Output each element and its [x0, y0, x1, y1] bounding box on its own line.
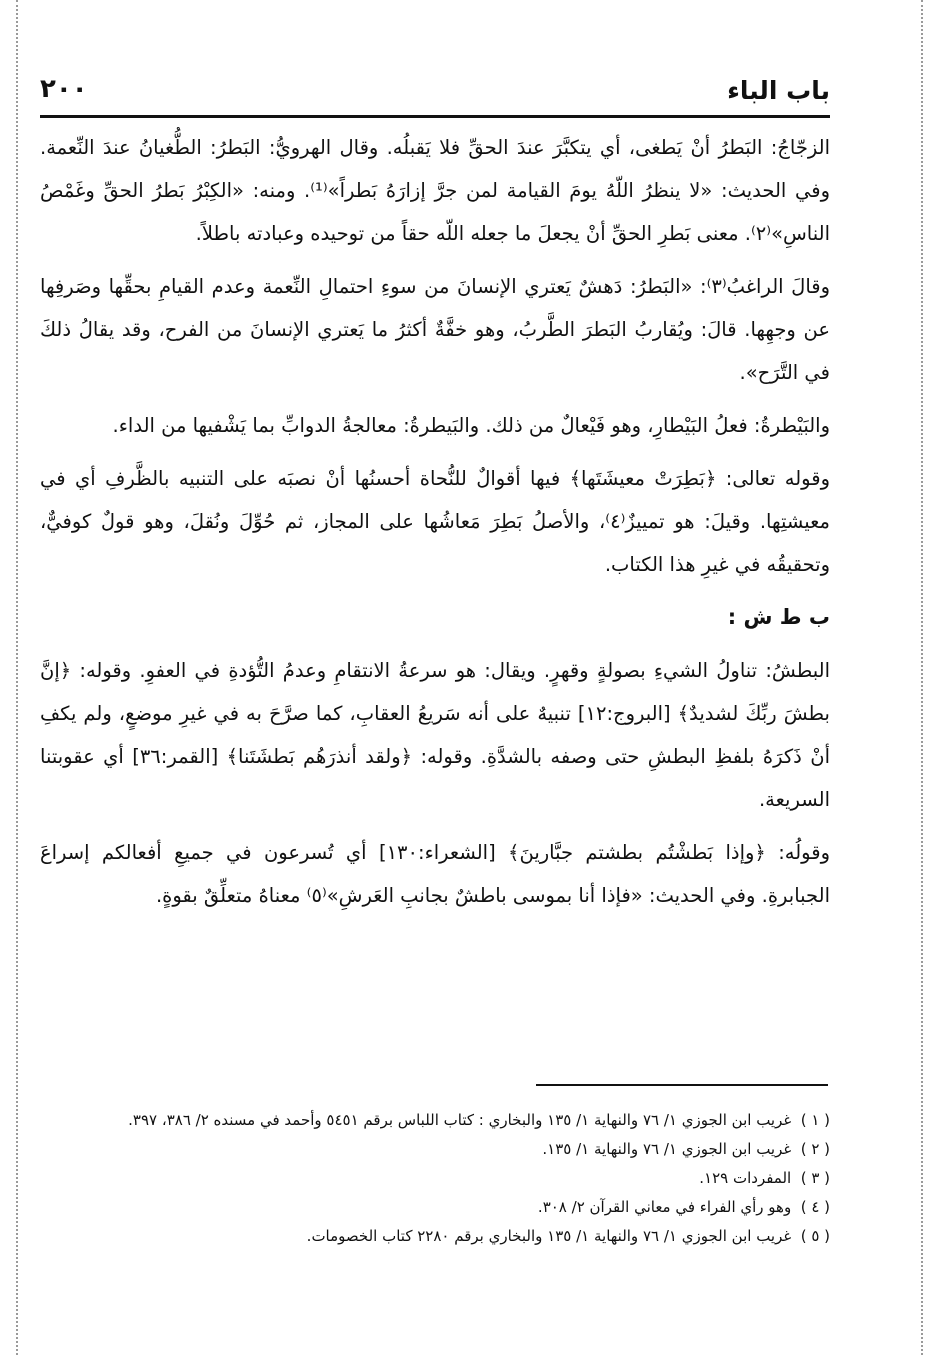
footnote-2: [40, 1135, 830, 1163]
footnote-text: المفردات ١٢٩.: [699, 1169, 792, 1187]
footnote-4: [40, 1193, 830, 1221]
footnotes: [40, 1106, 830, 1251]
paragraph-5: البطشُ: تناولُ الشيءِ بصولةٍ وقهرٍ. ويقال: هو سرعةُ الانتقامِ وعدمُ التُّؤدةِ في العفوِ. وقوله: ﴿إنَّ بطشَ ربِّكَ لشديدٌ﴾ [البروج:١٢] تنبيهٌ على أنه سَريعُ العقابِ، كما صرَّحَ به في غيرِ موضعٍ، ولم يكفِ أنْ ذَكرَهُ بلفظِ البطشِ حتى وصفه بالشدَّةِ. وقوله: ﴿ولقد أنذرَهُم بَطشَتَنا﴾ [القمر:٣٦] أي عقوبتنا السريعة.: [40, 659, 830, 811]
main-text: [40, 126, 830, 927]
footnote-divider: [536, 1084, 828, 1086]
page-header: [40, 70, 830, 114]
footnote-5: [40, 1222, 830, 1250]
paragraph-3: والبَيْطرةُ: فعلُ البَيْطارِ، وهو فَيْعالٌ من ذلك. والبَيطرةُ: معالجةُ الدوابِّ بما يَشْفيها من الداء.: [112, 414, 830, 437]
footnote-text: غريب ابن الجوزي ١/ ٧٦ والنهاية ١/ ١٣٥ والبخاري : كتاب اللباس برقم ٥٤٥١ وأحمد في مسنده ٢/ ٣٨٦، ٣٩٧.: [128, 1111, 792, 1129]
footnote-number: ( ١ ): [800, 1111, 830, 1129]
paragraph-6: وقولُه: ﴿وإذا بَطشْتُم بطشتم جبَّارينَ﴾ [الشعراء:١٣٠] أي تُسرعون في جميعِ أفعالكم إسراعَ الجبابرةِ. وفي الحديث: «فإذا أنا بموسى باطشٌ بجانبِ العَرشِ»⁽٥⁾ معناهُ متعلِّقٌ بقوةٍ.: [40, 841, 830, 907]
left-margin-dotted-line: [16, 0, 18, 1355]
footnote-number: ( ٥ ): [800, 1227, 830, 1245]
footnote-number: ( ٢ ): [800, 1140, 830, 1158]
footnote-text: غريب ابن الجوزي ١/ ٧٦ والنهاية ١/ ١٣٥.: [542, 1140, 792, 1158]
footnote-number: ( ٣ ): [800, 1169, 830, 1187]
paragraph-2: وقالَ الراغبُ⁽٣⁾: «البَطرُ: دَهشٌ يَعتري الإنسانَ من سوءِ احتمالِ النِّعمة وعدم القيامِ بحقِّها وصَرفِها عن وجهِها. قالَ: ويُقاربُ البَطرَ الطَّربُ، وهو خفَّةٌ أكثرُ ما يَعتري الإنسانَ من الفرح، وقد يقالُ ذلكَ في التَّرَح».: [40, 275, 830, 384]
paragraph-1: الزجّاجُ: البَطرُ أنْ يَطغى، أي يتكبَّرَ عندَ الحقِّ فلا يَقبلُه. وقال الهرويُّ: البَطرُ: الطُّغيانُ عندَ النِّعمة. وفي الحديث: «لا ينظرُ اللّهُ يومَ القيامة لمن جرَّ إزارَهُ بَطراً»⁽¹⁾. ومنه: «الكِبْرُ بَطرُ الحقِّ وغَمْصُ الناسِ»⁽٢⁾. معنى بَطرِ الحقِّ أنْ يجعلَ ما جعله اللّه حقاً من توحيده وعبادته باطلاً.: [40, 136, 830, 245]
footnote-text: غريب ابن الجوزي ١/ ٧٦ والنهاية ١/ ١٣٥ والبخاري برقم ٢٢٨٠ كتاب الخصومات.: [306, 1227, 792, 1245]
section-heading: ب ط ش :: [727, 605, 830, 629]
footnote-3: [40, 1164, 830, 1192]
footnote-1: [40, 1106, 830, 1134]
running-title: باب الباء: [727, 76, 830, 105]
page-number: ٢٠٠: [40, 74, 88, 104]
right-margin-dotted-line: [921, 0, 923, 1355]
header-divider: [40, 115, 830, 118]
footnote-number: ( ٤ ): [800, 1198, 830, 1216]
paragraph-4: وقوله تعالى: ﴿بَطِرَتْ معيشَتَها﴾ فيها أقوالٌ للنُّحاة أحسنُها أنْ نصبَه على التنبيه بالظَّرفِ أي في معيشتِها. وقيلَ: هو تمييزٌ⁽٤⁾، والأصلُ بَطِرَ مَعاشُها على المجاز، ثم حُوِّلَ ونُقلَ، وهو قولٌ كوفيٌّ، وتحقيقُه في غيرِ هذا الكتاب.: [40, 467, 831, 576]
footnote-text: وهو رأي الفراء في معاني القرآن ٢/ ٣٠٨.: [537, 1198, 792, 1216]
